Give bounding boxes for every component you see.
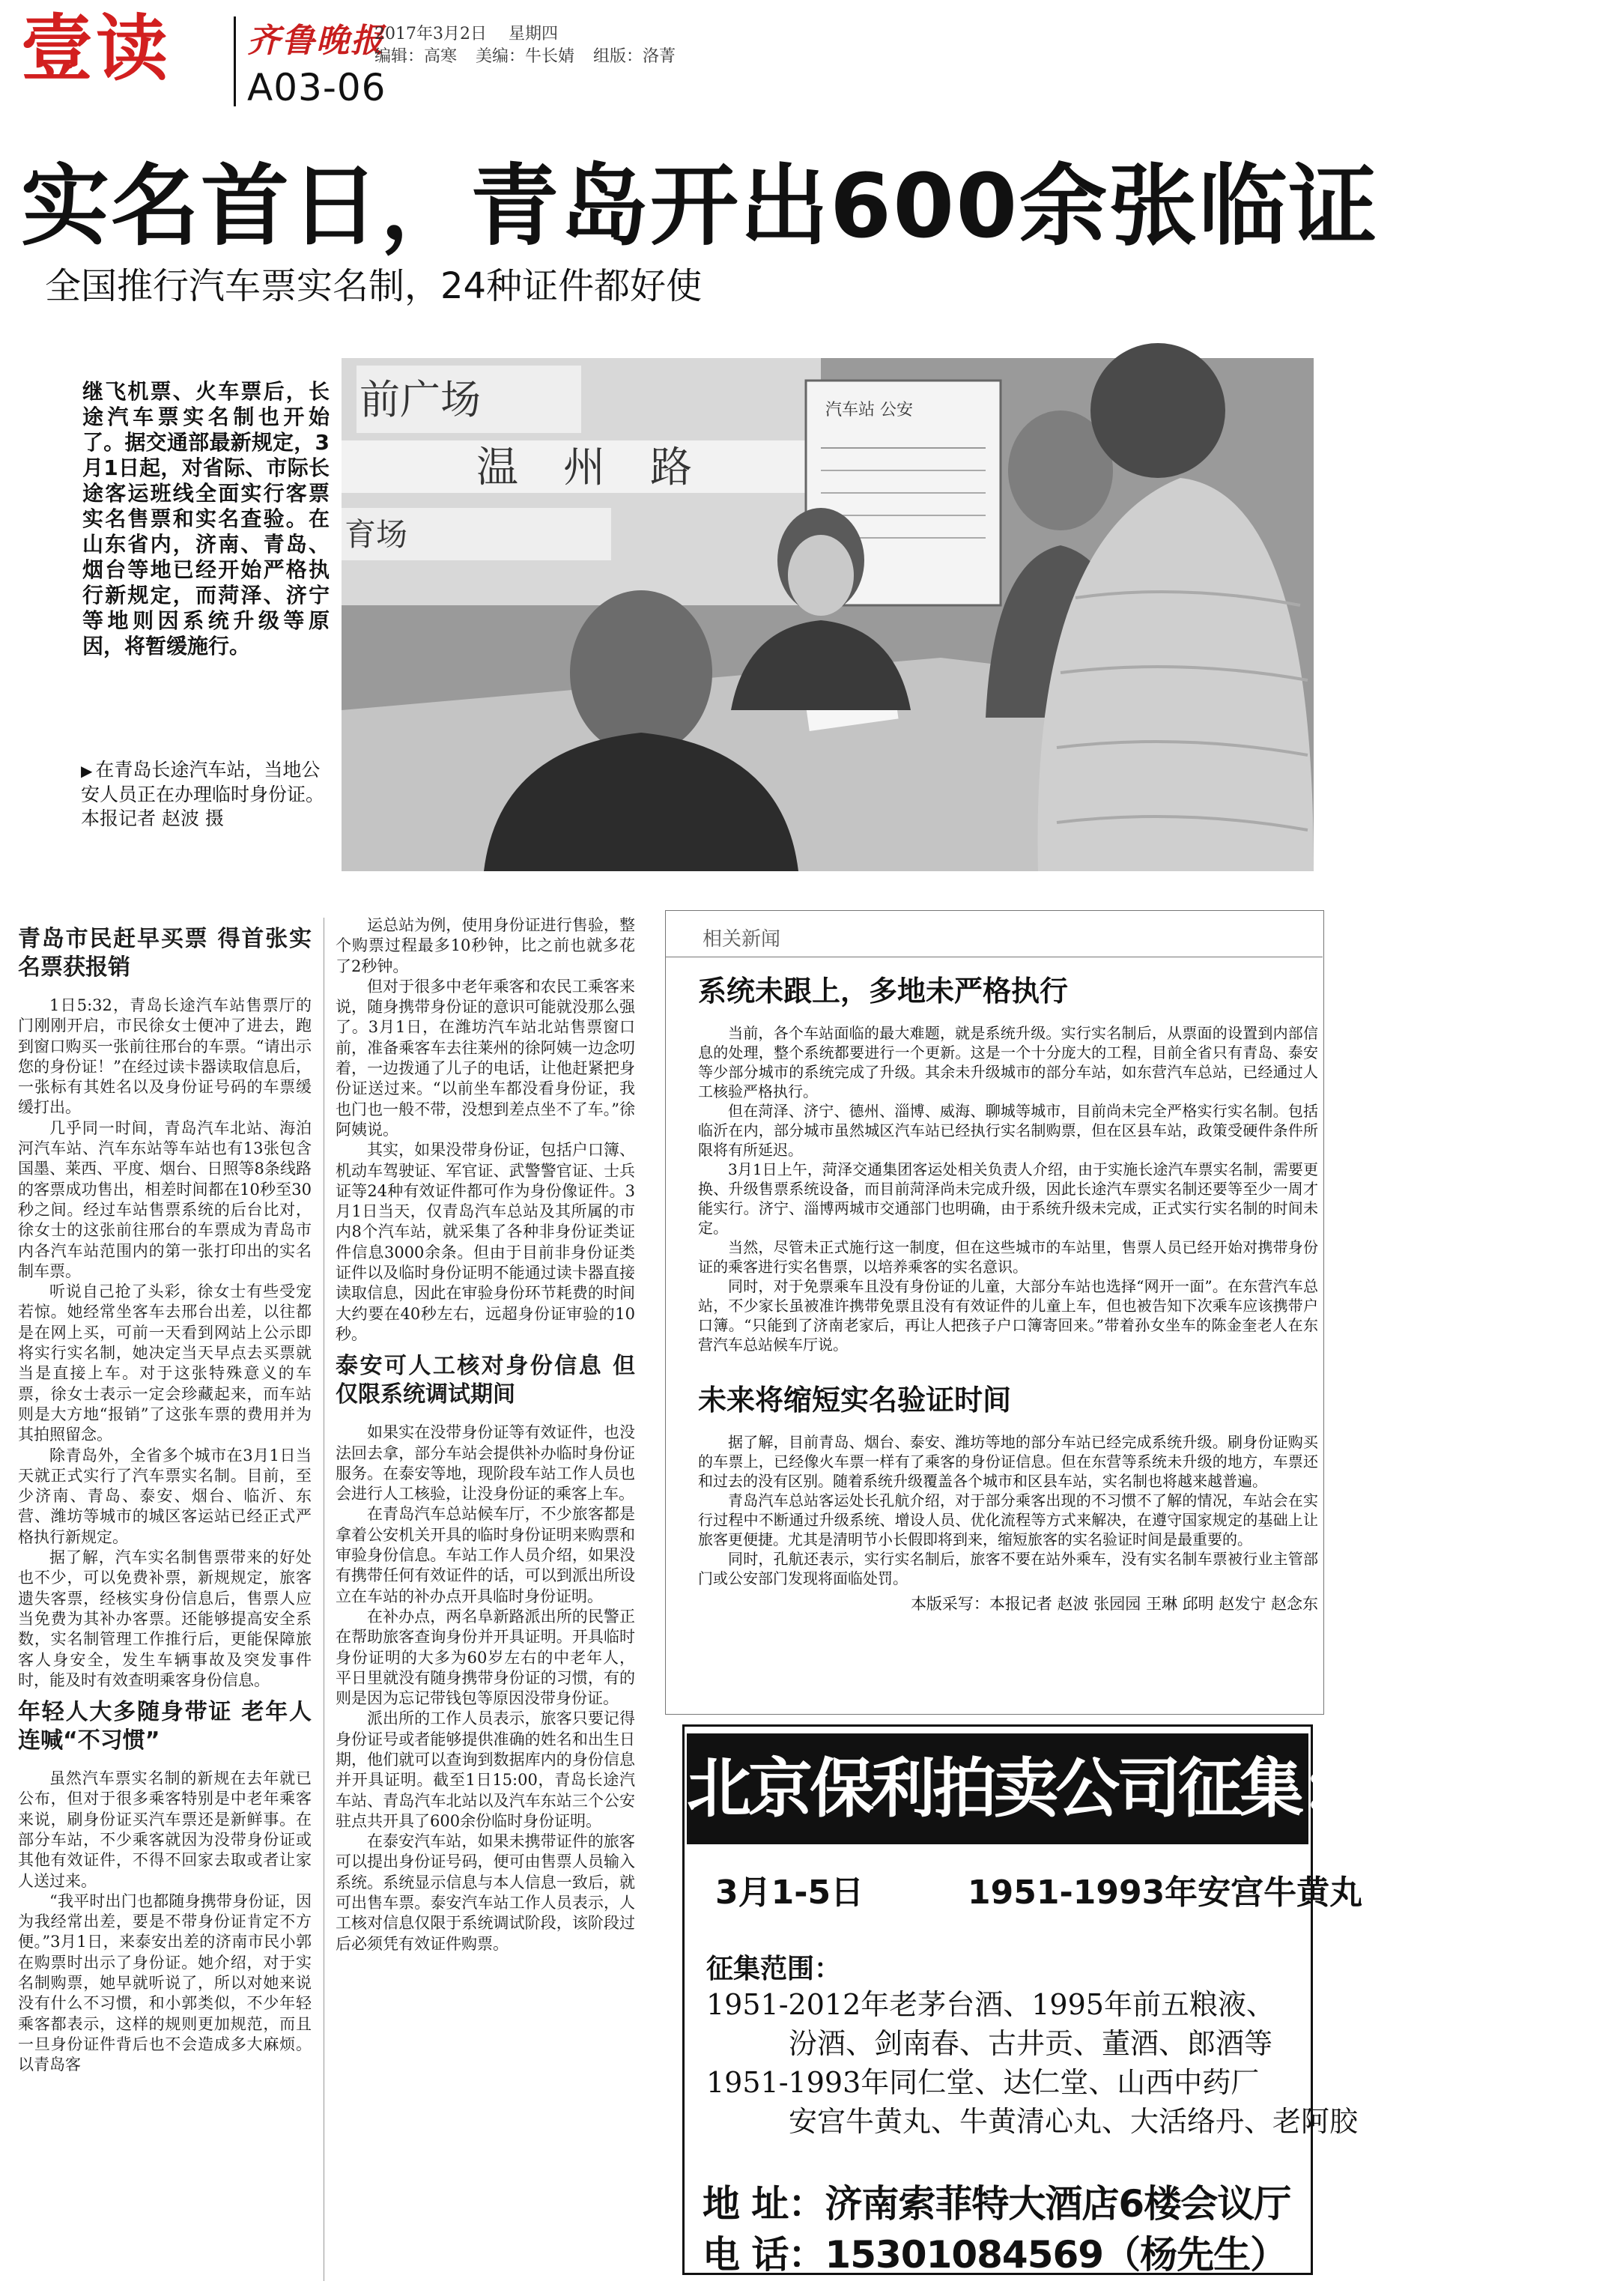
col1-paragraph: 听说自己抢了头彩，徐女士有些受宠若惊。她经常坐客车去邢台出差，以往都是在网上买，可前一天看到网站上公示即将实行实名制，她决定当天早点去买票就当是直接上车。对于这张特殊意义的车票，徐女士表示一定会珍藏起来，而车站则是大方地“报销”了这张车票的费用并为其拍照留念。 bbox=[18, 1282, 312, 1444]
related-paragraph: 同时，对于免票乘车且没有身份证的儿童，大部分车站也选择“网开一面”。在东营汽车总站，不少家长虽被准许携带免票且没有有效证件的儿童上车，但也被告知下次乘车应该携带户口簿。“只能到了济南老家后，再让人把孩子户口簿寄回来。”带着孙女坐车的陈金奎老人在东营汽车总站候车厅说。 bbox=[698, 1277, 1318, 1354]
col1-paragraph: 1日5:32，青岛长途汽车站售票厅的门刚刚开启，市民徐女士便冲了进去，跑到窗口购买一张前往邢台的车票。“请出示您的身份证！”在经过读卡器读取信息后，一张标有其姓名以及身份证号码的车票缓缓打出。 bbox=[18, 996, 312, 1117]
section-name: 壹读 bbox=[21, 7, 171, 91]
article-column-2 bbox=[336, 915, 635, 1954]
issue-date-line bbox=[374, 21, 574, 44]
col2-paragraph: 派出所的工作人员表示，旅客只要记得身份证号或者能够提供准确的姓名和出生日期，他们就可以查询到数据库内的身份信息并开具证明。截至1日15:00，青岛长途汽车站、青岛汽车北站以及汽车东站三个公安驻点共开具了600余份临时身份证明。 bbox=[336, 1709, 635, 1830]
related-heading-2: 未来将缩短实名验证时间 bbox=[698, 1384, 1012, 1417]
page-credits bbox=[374, 43, 689, 67]
column1-heading-2: 年轻人大多随身带证 老年人连喊“不习惯” bbox=[18, 1699, 312, 1754]
ad-tagline: 1951-1993年安宫牛黄丸 bbox=[968, 1874, 1363, 1912]
photo-illustration bbox=[342, 358, 1314, 871]
ad-scope-line: 汾酒、剑南春、古井贡、董酒、郎酒等 bbox=[789, 2027, 1273, 2060]
ad-title: 北京保利拍卖公司征集：老茅台酒 bbox=[687, 1733, 1308, 1844]
masthead-divider bbox=[234, 16, 236, 106]
ad-phone: 电 话：15301084569（杨先生） bbox=[703, 2233, 1287, 2277]
issue-date: 2017年3月2日 bbox=[374, 25, 487, 43]
photo-sign-road: 温州路 bbox=[476, 443, 737, 492]
photo-sign-square: 前广场 bbox=[359, 376, 481, 423]
ad-scope-line: 1951-1993年同仁堂、达仁堂、山西中药厂 bbox=[706, 2066, 1260, 2099]
col1-paragraph: 虽然汽车票实名制的新规在去年就已公布，但对于很多乘客特别是中老年乘客来说，刷身份证买汽车票还是新鲜事。在部分车站，不少乘客就因为没带身份证或其他有效证件，不得不回家去取或者让家人送过来。 bbox=[18, 1769, 312, 1890]
col1-paragraph: 据了解，汽车实名制售票带来的好处也不少，可以免费补票，新规规定，旅客遗失客票，经核实身份信息后，售票人应当免费为其补办客票。还能够提高安全系数，实名制管理工作推行后，更能保障旅客人身安全，发生车辆事故及突发事件时，能及时有效查明乘客身份信息。 bbox=[18, 1548, 312, 1689]
col2-paragraph: 运总站为例，使用身份证进行售验，整个购票过程最多10秒钟，比之前也就多花了2秒钟。 bbox=[336, 916, 635, 975]
col2-paragraph: 但对于很多中老年乘客和农民工乘客来说，随身携带身份证的意识可能就没那么强了。3月1日，在潍坊汽车站北站售票窗口前，准备乘客车去往莱州的徐阿姨一边念叨着，一边拨通了儿子的电话，让他赶紧把身份证送过来。“以前坐车都没看身份证，我也门也一般不带，没想到差点坐不了车。”徐阿姨说。 bbox=[336, 977, 635, 1139]
related-paragraph: 当前，各个车站面临的最大难题，就是系统升级。实行实名制后，从票面的设置到内部信息的处理，整个系统都要进行一个更新。这是一个十分庞大的工程，目前全省只有青岛、泰安等少部分城市的系统完成了升级。其余未升级城市的部分车站，如东营汽车总站，已经通过人工核验严格执行。 bbox=[698, 1024, 1318, 1100]
col1-paragraph: 除青岛外，全省多个城市在3月1日当天就正式实行了汽车票实名制。目前，至少济南、青岛、泰安、烟台、临沂、东营、潍坊等城市的城区客运站已经正式严格执行新规定。 bbox=[18, 1446, 312, 1546]
caption-credit: 本报记者 赵波 摄 bbox=[81, 808, 224, 829]
sub-headline: 全国推行汽车票实名制，24种证件都好使 bbox=[45, 265, 703, 307]
related-paragraph: 3月1日上午，菏泽交通集团客运处相关负责人介绍，由于实施长途汽车票实名制，需要更换、升级售票系统设备，而目前菏泽尚未完成升级，因此长途汽车票实名制还要等至少一周才能实行。济宁、淄博两城市交通部门也明确，由于系统升级未完成，正式实行实名制的时间未定。 bbox=[698, 1160, 1318, 1237]
issue-weekday: 星期四 bbox=[508, 25, 558, 43]
related-paragraph: 但在菏泽、济宁、德州、淄博、威海、聊城等城市，目前尚未完全严格实行实名制。包括临沂在内，部分城市虽然城区汽车站已经执行实名制购票，但在区县车站，政策受硬件条件所限将有所延迟。 bbox=[698, 1102, 1318, 1159]
ad-scope-label: 征集范围： bbox=[706, 1954, 842, 1984]
related-paragraph: 当然，尽管未正式施行这一制度，但在这些城市的车站里，售票人员已经开始对携带身份证的乘客进行实名售票，以培养乘客的实名意识。 bbox=[698, 1238, 1318, 1276]
ad-scope-list bbox=[706, 1985, 1359, 2141]
paper-name-logo: 齐鲁晚报 bbox=[247, 22, 385, 60]
news-photo bbox=[342, 358, 1314, 871]
col2-paragraph: 其实，如果没带身份证，包括户口簿、机动车驾驶证、军官证、武警警官证、士兵证等24种有效证件都可作为身份像证件。3月1日当天，仅青岛汽车总站及其所属的市内8个汽车站，就采集了各种非身份证类证件信息3000余条。但由于目前非身份证类证件以及临时身份证明不能通过读卡器直接读取信息，因此在审验身份环节耗费的时间大约要在40秒左右，远超身份证审验的10秒。 bbox=[336, 1141, 635, 1343]
credit-editor: 编辑：高寒 bbox=[374, 47, 458, 66]
photo-caption bbox=[81, 758, 328, 831]
photo-notice-title: 汽车站 公安 bbox=[825, 401, 913, 419]
related-heading-1: 系统未跟上，多地未严格执行 bbox=[698, 975, 1069, 1008]
related-news-label: 相关新闻 bbox=[703, 928, 781, 951]
caption-text: 在青岛长途汽车站，当地公安人员正在办理临时身份证。 bbox=[81, 759, 325, 805]
column1-heading-1: 青岛市民赶早买票 得首张实名票获报销 bbox=[18, 926, 312, 981]
column2-heading: 泰安可人工核对身份信息 但仅限系统调试期间 bbox=[336, 1353, 635, 1408]
related-news-body bbox=[698, 974, 1318, 1614]
ad-date: 3月1-5日 bbox=[715, 1874, 864, 1912]
credit-proofreader: 组版：洛菁 bbox=[593, 47, 676, 66]
page-number: A03-06 bbox=[247, 66, 386, 109]
article-column-1 bbox=[18, 918, 312, 2076]
main-headline: 实名首日，青岛开出600余张临证 bbox=[21, 154, 1379, 258]
col2-paragraph: 在泰安汽车站，如果未携带证件的旅客可以提出身份证号码，便可由售票人员输入系统。系统显示信息与本人信息一致后，就可出售车票。泰安汽车站工作人员表示，人工核对信息仅限于系统调试阶段，该阶段过后必须凭有效证件购票。 bbox=[336, 1832, 635, 1953]
ad-scope-line: 1951-2012年老茅台酒、1995年前五粮液、 bbox=[706, 1988, 1275, 2021]
col1-paragraph: “我平时出门也都随身携带身份证，因为我经常出差，要是不带身份证肯定不方便。”3月1日，来泰安出差的济南市民小郭在购票时出示了身份证。她介绍，对于实名制购票，她早就听说了，所以对她来说没有什么不习惯，和小郭类似，不少年轻乘客都表示，这样的规则更加规范，而且一旦身份证件背后也不会造成多大麻烦。以青岛客 bbox=[18, 1891, 312, 2074]
col1-paragraph: 几乎同一时间，青岛汽车北站、海泊河汽车站、汽车东站等车站也有13张包含国墨、莱西、平度、烟台、日照等8条线路的客票成功售出，相差时间都在10秒至30秒之间。经过车站售票系统的后台比对，徐女士的这张前往邢台的车票成为青岛市内各汽车站范围内的第一张打印出的实名制车票。 bbox=[18, 1118, 312, 1280]
ad-scope-line: 安宫牛黄丸、牛黄清心丸、大活络丹、老阿胶 bbox=[789, 2105, 1359, 2138]
col2-paragraph: 在青岛汽车总站候车厅，不少旅客都是拿着公安机关开具的临时身份证明来购票和审验身份信息。车站工作人员介绍，如果没有携带任何有效证件的话，可以到派出所设立在车站的补办点开具临时身份证明。 bbox=[336, 1505, 635, 1605]
lead-paragraph: 继飞机票、火车票后，长途汽车票实名制也开始了。据交通部最新规定，3月1日起，对省际、市际长途客运班线全面实行客票实名售票和实名查验。在山东省内，济南、青岛、烟台等地已经开始严格执行新规定，而菏泽、济宁等地则因系统升级等原因，将暂缓施行。 bbox=[82, 379, 330, 658]
related-paragraph: 同时，孔航还表示，实行实名制后，旅客不要在站外乘车，没有实名制车票被行业主管部门或公安部门发现将面临处罚。 bbox=[698, 1550, 1318, 1587]
ad-address: 地 址：济南索菲特大酒店6楼会议厅 bbox=[703, 2182, 1291, 2226]
reporter-byline: 本版采写：本报记者 赵波 张园园 王琳 邱明 赵发宁 赵念东 bbox=[910, 1595, 1318, 1613]
col2-paragraph: 如果实在没带身份证等有效证件，也没法回去拿，部分车站会提供补办临时身份证服务。在泰安等地，现阶段车站工作人员也会进行人工核验，让没身份证的乘客上车。 bbox=[336, 1423, 635, 1503]
credit-art-editor: 美编：牛长婧 bbox=[476, 47, 575, 66]
caption-triangle-icon: ▶ bbox=[81, 762, 93, 780]
masthead bbox=[0, 0, 1337, 120]
related-paragraph: 青岛汽车总站客运处长孔航介绍，对于部分乘客出现的不习惯不了解的情况，车站会在实行过程中不断通过升级系统、增设人员、优化流程等方式来解决，在遵守国家规定的基础上让旅客更便捷。尤其是清明节小长假即将到来，缩短旅客的实名验证时间是最重要的。 bbox=[698, 1491, 1318, 1548]
photo-sign-place: 育场 bbox=[345, 516, 408, 553]
related-paragraph: 据了解，目前青岛、烟台、泰安、潍坊等地的部分车站已经完成系统升级。刷身份证购买的车票上，已经像火车票一样有了乘客的身份证信息。但在东营等系统未升级的地方，车票还和过去的没有区别。随着系统升级覆盖各个城市和区县车站，实名制也将越来越普遍。 bbox=[698, 1433, 1318, 1490]
col2-paragraph: 在补办点，两名阜新路派出所的民警正在帮助旅客查询身份并开具证明。开具临时身份证明的大多为60岁左右的中老年人，平日里就没有随身携带身份证的习惯，有的则是因为忘记带钱包等原因没带身份证。 bbox=[336, 1607, 635, 1708]
